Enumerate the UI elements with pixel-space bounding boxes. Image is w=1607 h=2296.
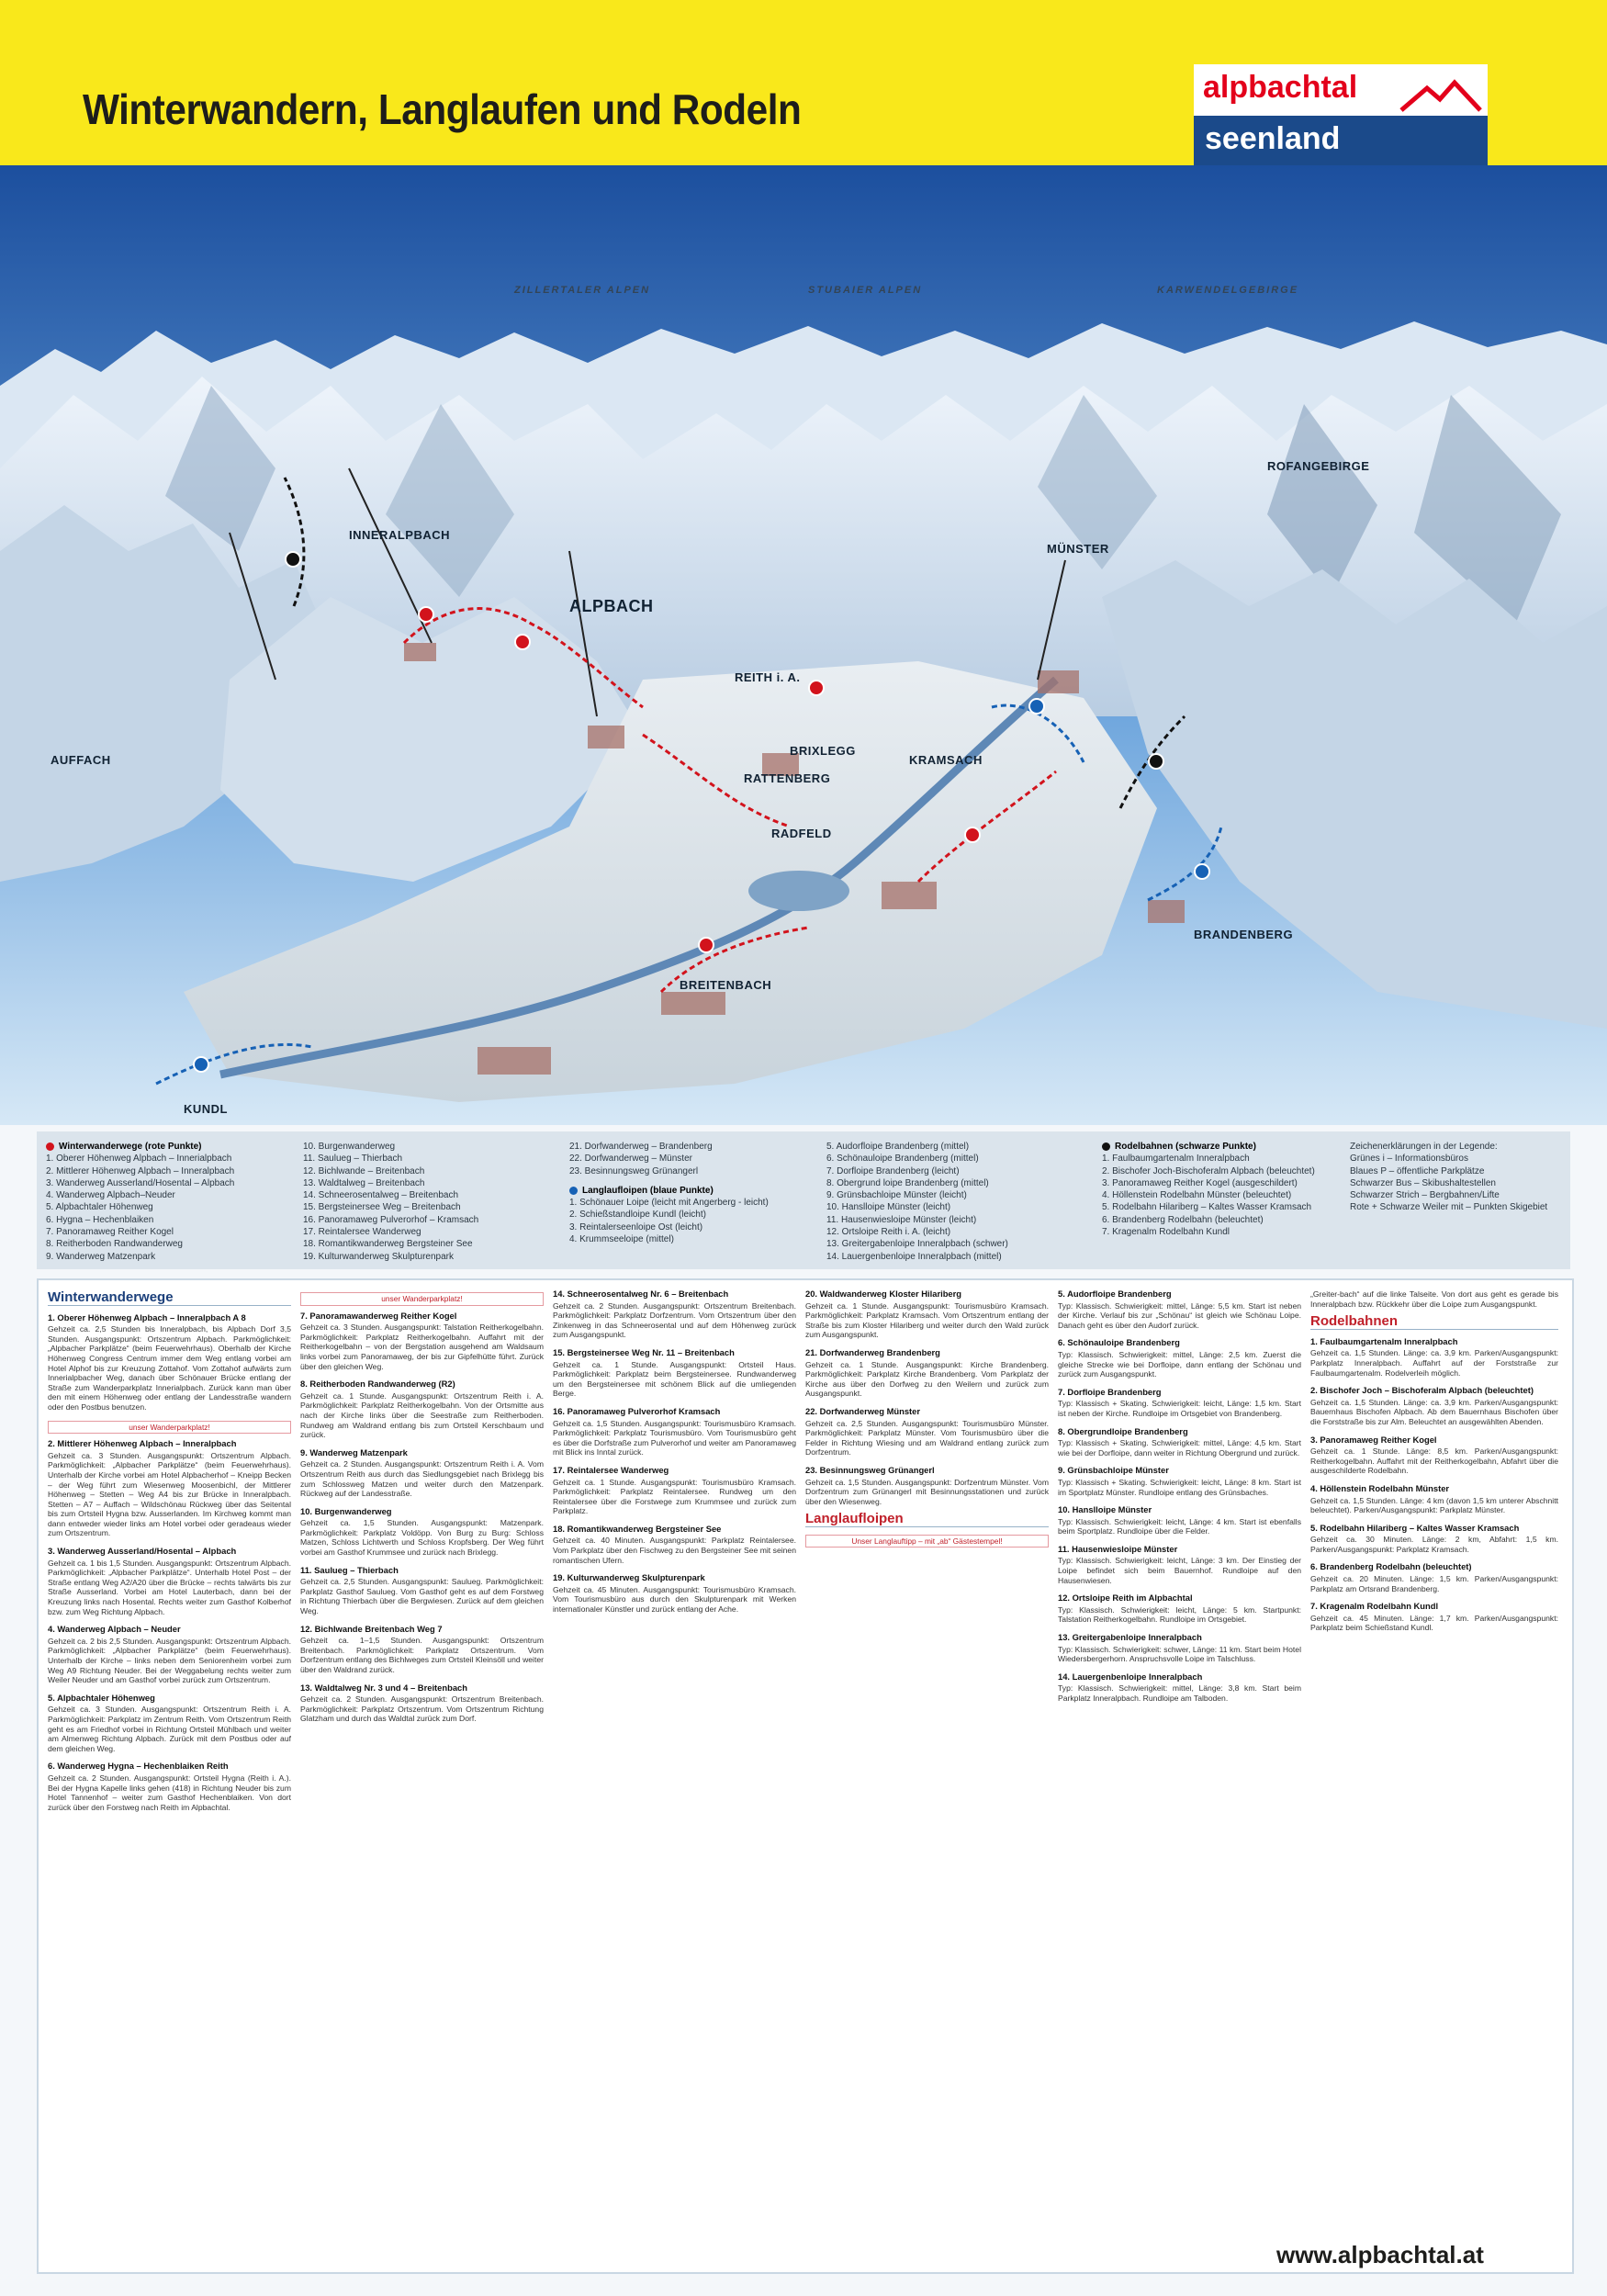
blue-dot-icon xyxy=(569,1187,578,1195)
route-item: 9. Wanderweg Matzenpark Gehzeit ca. 2 Stunden. Ausgangspunkt: Ortszentrum Reith i. A. Vom Ortszentrum Reith aus durch das Siedlungsgebiet nach Brixlegg bis zum Schlossweg Matzen und weiter durch den Matzenpark. Rückweg auf der Landesstraße. xyxy=(300,1446,544,1499)
place-label: BRANDENBERG xyxy=(1194,928,1294,941)
trail-marker-red[interactable] xyxy=(418,606,434,623)
trail-marker-blue[interactable] xyxy=(193,1056,209,1073)
route-item: 10. Hanslloipe Münster Typ: Klassisch. Schwierigkeit: leicht, Länge: 4 km. Start ist ebenfalls beim Sportplatz. Rundloipe über die Felder. xyxy=(1058,1504,1301,1536)
red-dot-icon xyxy=(46,1142,54,1151)
route-item: 18. Romantikwanderweg Bergsteiner See Gehzeit ca. 40 Minuten. Ausgangspunkt: Parkplatz Reintalersee. Vom Parkplatz über den Fischweg zu den Bergsteiner See mit seinen romantischen Ufern. xyxy=(553,1523,796,1565)
legend-column: 5. Audorfloipe Brandenberg (mittel) 6. Schönauloipe Brandenberg (mittel) 7. Dorfloipe Brandenberg (leicht) 8. Obergrund loipe Brandenberg (mittel) 9. Grünsbachloipe Münster (leicht) 10. Hanslloipe Münster (leicht) 11. Hausenwiesloipe Münster (leicht) 12. Ortsloipe Reith i. A. (leicht) 13. Greitergabenloipe Inneralpbach (schwer) 14. Lauergenbenloipe Inneralpbach (mittel) xyxy=(826,1142,1008,1262)
sled-marker-black[interactable] xyxy=(285,551,301,568)
sled-marker-black[interactable] xyxy=(1148,753,1164,770)
trail-marker-red[interactable] xyxy=(698,937,714,953)
route-item: 4. Höllenstein Rodelbahn Münster Gehzeit ca. 1,5 Stunden. Länge: 4 km (davon 1,5 km unterer Abschnitt beleuchtet). Parken/Ausgangspunkt: Parkplatz Münster. xyxy=(1310,1482,1558,1515)
place-label: REITH i. A. xyxy=(735,670,801,684)
header-bar xyxy=(0,0,1607,165)
route-item: 2. Bischofer Joch – Bischoferalm Alpbach (beleuchtet) Gehzeit ca. 1,5 Stunden. Länge: ca. 3,9 km. Parken/Ausgangspunkt: Bauernhaus Bischofen Alpbach. Ab dem Bauernhaus Bischofen über die Forststraße bis zur Alm. Beleuchtet an ausgewählten Abenden. xyxy=(1310,1385,1558,1426)
text-column xyxy=(805,1289,1049,2263)
trail-marker-blue[interactable] xyxy=(1194,863,1210,880)
text-column xyxy=(300,1289,544,2263)
route-item: 1. Faulbaumgartenalm Inneralpbach Gehzeit ca. 1,5 Stunden. Länge: ca. 3,9 km. Parken/Ausgangspunkt: Parkplatz Inneralpbach. Auffahrt auf der Forststraße zur Faulbaumgartenalm. Rodelverleih möglich. xyxy=(1310,1335,1558,1378)
legend-column: Rodelbahnen (schwarze Punkte) 1. Faulbaumgartenalm Inneralpbach 2. Bischofer Joch-Bischoferalm Alpbach (beleuchtet) 3. Panoramaweg Reither Kogel (ausgeschildert) 4. Höllenstein Rodelbahn Münster (beleuchtet) 5. Rodelbahn Hilariberg – Kaltes Wasser Kramsach 6. Brandenberg Rodelbahn (beleuchtet) 7. Kragenalm Rodelbahn Kundl xyxy=(1102,1142,1315,1238)
panorama-illustration xyxy=(0,165,1607,1125)
website-link[interactable]: www.alpbachtal.at xyxy=(1276,2241,1484,2268)
section-heading: Rodelbahnen xyxy=(1310,1317,1558,1330)
route-item: 5. Audorfloipe Brandenberg Typ: Klassisch. Schwierigkeit: mittel, Länge: 5,5 km. Start ist neben der Kirche. Verlauf bis zur „Schönau“ ist gleich wie Schönau Loipe. Danach geht es über den Audorf zurück. xyxy=(1058,1289,1301,1330)
route-item: 15. Bergsteinersee Weg Nr. 11 – Breitenbach Gehzeit ca. 1 Stunde. Ausgangspunkt: Ortsteil Haus. Parkmöglichkeit: Parkplatz beim Bergsteinersee. Rundwanderweg um den Bergsteinersee mit schönem Blick auf die umliegenden Berge. xyxy=(553,1346,796,1399)
legend-column: Zeichenerklärungen in der Legende: Grünes i – Informationsbüros Blaues P – öffentliche Parkplätze Schwarzer Bus – Skibushaltestellen Schwarzer Strich – Bergbahnen/Lifte Rote + Schwarze Weiler mit – Punkten Skigebiet xyxy=(1350,1142,1548,1213)
black-dot-icon xyxy=(1102,1142,1110,1151)
route-item: 5. Alpbachtaler Höhenweg Gehzeit ca. 3 Stunden. Ausgangspunkt: Ortszentrum Reith i. A. Parkmöglichkeit: Parkplatz im Zentrum Reith. Vom Ortszentrum Reith geht es am Friedhof vorbei in Richtung Ortsteil Mühlbach und weiter am Almenweg Richtung Alpbach. Zurück mit dem Postbus oder auf dem gleichen Weg. xyxy=(48,1692,291,1753)
route-item: 9. Grünsbachloipe Münster Typ: Klassisch + Skating. Schwierigkeit: leicht, Länge: 8 km. Start ist im Sportplatz Münster. Rundloipe entlang des Grünsbaches. xyxy=(1058,1465,1301,1497)
route-item: „Greiter-bach“ auf die linke Talseite. Von dort aus geht es gerade bis Inneralpbach bzw. Rückkehr über die Loipe zum Ausgangspunkt. xyxy=(1310,1289,1558,1309)
descriptions-panel xyxy=(37,1278,1574,2274)
route-item: 6. Brandenberg Rodelbahn (beleuchtet) Gehzeit ca. 20 Minuten. Länge: 1,5 km. Parken/Ausgangspunkt: Parkplatz am Ortsrand Brandenberg. xyxy=(1310,1561,1558,1593)
place-label: KRAMSACH xyxy=(909,753,983,767)
trail-marker-red[interactable] xyxy=(514,634,531,650)
route-item: 21. Dorfwanderweg Brandenberg Gehzeit ca. 1 Stunde. Ausgangspunkt: Kirche Brandenberg. Parkmöglichkeit: Parkplatz Kirche Brandenberg. Vom Parkplatz der Kirche aus über den Dorfweg zu den Weilern und zurück zum Ausgangspunkt. xyxy=(805,1346,1049,1399)
route-item: 12. Bichlwande Breitenbach Weg 7 Gehzeit ca. 1–1,5 Stunden. Ausgangspunkt: Ortszentrum Breitenbach. Parkmöglichkeit: Parkplatz Ortszentrum. Vom Dorfzentrum entlang des Bichlweges zum Ortsteil Kleinsöll und weiter über den Waldrand zurück. xyxy=(300,1623,544,1674)
route-item: 6. Wanderweg Hygna – Hechenblaiken Reith Gehzeit ca. 2 Stunden. Ausgangspunkt: Ortsteil Hygna (Reith i. A.). Bei der Hygna Kapelle links gehen (418) in Richtung Neuder bis zum Hotel Tannenhof – weiter zum Gasthof Hechenblaiken. Von dort zurück über den Forstweg nach Reith im Alpbachtal. xyxy=(48,1761,291,1812)
range-label: STUBAIER ALPEN xyxy=(808,285,923,296)
route-item: 12. Ortsloipe Reith im Alpbachtal Typ: Klassisch. Schwierigkeit: leicht, Länge: 5 km. Startpunkt: Talstation Reitherkogelbahn. Rundloipe im Ortsgebiet. xyxy=(1058,1593,1301,1625)
route-item: 20. Waldwanderweg Kloster Hilariberg Gehzeit ca. 1 Stunde. Ausgangspunkt: Tourismusbüro Kramsach. Parkmöglichkeit: Parkplatz Kramsach. Vom Ortszentrum entlang der Straße bis zum Kloster Hilariberg und weiter durch den Wald zurück zum Ausgangspunkt. xyxy=(805,1289,1049,1340)
note-badge: Unser Langlauftipp – mit „ab“ Gästestempel! xyxy=(805,1535,1049,1548)
map-legend xyxy=(37,1131,1570,1269)
route-item: 7. Kragenalm Rodelbahn Kundl Gehzeit ca. 45 Minuten. Länge: 1,7 km. Parken/Ausgangspunkt: Parkplatz beim Schießstand Kundl. xyxy=(1310,1601,1558,1633)
route-item: 19. Kulturwanderweg Skulpturenpark Gehzeit ca. 45 Minuten. Ausgangspunkt: Tourismusbüro Kramsach. Vom Tourismusbüro aus durch den Skulpturenpark mit Werken internationaler Künstler und zurück entlang der Ache. xyxy=(553,1572,796,1615)
route-item: 7. Dorfloipe Brandenberg Typ: Klassisch + Skating. Schwierigkeit: leicht, Länge: 1,5 km. Start ist neben der Kirche. Rundloipe im Ortsgebiet von Brandenberg. xyxy=(1058,1386,1301,1418)
range-label: KARWENDELGEBIRGE xyxy=(1157,285,1299,296)
range-label: ZILLERTALER ALPEN xyxy=(514,285,651,296)
route-item: 1. Oberer Höhenweg Alpbach – Inneralpbach A 8 Gehzeit ca. 2,5 Stunden bis Inneralpbach, bis Alpbach Dorf 3,5 Stunden. Ausgangspunkt: Ortszentrum Alpbach. Parkmöglichkeit: „Alpbacher Parkplätze“ (beim Feuerwehrhaus). Oberhalb der Kirche Höhenweg Congress Centrum immer dem Weg entlang vorbei am Hotel Alphof bis zur Kreuzung Zottahof. Vom Zottahof aufwärts zum Innerialpbacher Weg, danach über Schönauer Brücke entlang der Straße zum Wanderparkplatz Innerialpbach. Zurück kann man über den mit einem Höhenweg oder entlang der Landesstraße wandern oder den Postbus benutzen. xyxy=(48,1311,291,1412)
trail-marker-blue[interactable] xyxy=(1028,698,1045,715)
mountain-logo-icon xyxy=(1399,79,1482,112)
place-label: BRIXLEGG xyxy=(790,744,856,758)
route-item: 14. Lauergenbenloipe Inneralpbach Typ: Klassisch. Schwierigkeit: mittel, Länge: 3,8 km. Start beim Parkplatz Inneralpbach. Rundloipe am Talboden. xyxy=(1058,1671,1301,1703)
text-column xyxy=(553,1289,796,2263)
route-item: 4. Wanderweg Alpbach – Neuder Gehzeit ca. 2 bis 2,5 Stunden. Ausgangspunkt: Ortszentrum Alpbach. Parkmöglichkeit: „Alpbacher Parkplätze“ (beim Feuerwehrhaus). Unterhalb der Kirche – links neben dem Seniorenheim vorbei zum Weg A9 Richtung Neuder. Bei der Weggabelung rechts weiter zum Weiler Neuder und am Gasthof vorbei zurück zum Ortszentrum. xyxy=(48,1624,291,1685)
section-heading: Winterwanderwege xyxy=(48,1293,291,1306)
place-label: RADFELD xyxy=(771,827,832,840)
section-heading: Langlaufloipen xyxy=(805,1514,1049,1527)
place-label: BREITENBACH xyxy=(680,978,772,992)
route-item: 13. Greitergabenloipe Inneralpbach Typ: Klassisch. Schwierigkeit: schwer, Länge: 11 km. Start beim Hotel Wiedersbergerhorn. Anspruchsvolle Loipe im Talschluss. xyxy=(1058,1632,1301,1664)
legend-column: 10. Burgenwanderweg 11. Saulueg – Thierbach 12. Bichlwande – Breitenbach 13. Waldtalweg – Breitenbach 14. Schneerosentalweg – Breitenbach 15. Bergsteinersee Weg – Breitenbach 16. Panoramaweg Pulverorhof – Kramsach 17. Reintalersee Wanderweg 18. Romantikwanderweg Bergsteiner See 19. Kulturwanderweg Skulpturenpark xyxy=(303,1142,479,1262)
note-badge: unser Wanderparkplatz! xyxy=(300,1292,544,1306)
route-item: 3. Wanderweg Ausserland/Hosental – Alpbach Gehzeit ca. 1 bis 1,5 Stunden. Ausgangspunkt: Ortszentrum Alpbach. Parkmöglichkeit: „Alpbacher Parkplätze“. Unterhalb Hotel Post – der Straße entlang Weg A2/A20 über die Brücke – rechts talwärts bis zur Straße Ausserland. Vorbei am Hotel Lauterbach, dann bei der Kreuzung links nach Hosental. Rechts weiter zum Gasthof Kolberhof bzw. zum Weg Richtung Alpbach. xyxy=(48,1546,291,1616)
place-label: INNERALPBACH xyxy=(349,528,450,542)
route-item: 7. Panoramawanderweg Reither Kogel Gehzeit ca. 3 Stunden. Ausgangspunkt: Talstation Reitherkogelbahn. Parkmöglichkeit: Parkplatz Reitherkogelbahn. Auffahrt mit der Reitherkogelbahn – von der Bergstation ausgehend am Waldsaum links vorbei zum Panoramaweg, der bis zur Gipfelhütte führt. Zurück über den gleichen Weg. xyxy=(300,1310,544,1371)
route-item: 13. Waldtalweg Nr. 3 und 4 – Breitenbach Gehzeit ca. 2 Stunden. Ausgangspunkt: Ortszentrum Breitenbach. Parkmöglichkeit: Parkplatz Ortszentrum. Vom Ortszentrum Richtung Glatzham und durch das Waldtal zurück zum Dorf. xyxy=(300,1682,544,1724)
alpbachtal-logo[interactable] xyxy=(1194,64,1488,165)
trail-marker-red[interactable] xyxy=(808,680,825,696)
route-item: 11. Hausenwiesloipe Münster Typ: Klassisch. Schwierigkeit: leicht, Länge: 3 km. Der Einstieg der Loipe befindet sich beim Bauernhof. Rundloipe auf den Hausenwiesen. xyxy=(1058,1543,1301,1585)
route-item: 10. Burgenwanderweg Gehzeit ca. 1,5 Stunden. Ausgangspunkt: Matzenpark. Parkmöglichkeit: Parkplatz Voldöpp. Von Burg zu Burg: Schloss Matzen, Schloss Lichtwerth und Schloss Kropfsberg. Der Weg führt vorbei am Gasthof Krummsee und zurück nach Brixlegg. xyxy=(300,1505,544,1558)
place-label: RATTENBERG xyxy=(744,771,831,785)
place-label: ALPBACH xyxy=(569,597,654,615)
route-item: 11. Saulueg – Thierbach Gehzeit ca. 2,5 Stunden. Ausgangspunkt: Saulueg. Parkmöglichkeit: Parkplatz Gasthof Saulueg. Vom Gasthof geht es auf dem Forstweg in Richtung Thierbach über die Bergwiesen. Zurück auf dem gleichen Weg. xyxy=(300,1564,544,1616)
route-item: 8. Reitherboden Randwanderweg (R2) Gehzeit ca. 1 Stunde. Ausgangspunkt: Ortszentrum Reith i. A. Parkmöglichkeit: Parkplatz Reitherkogelbahn. Von der Ortsmitte aus nach der Kirche links über die Seestraße zum Reitherboden. Rundweg am Waldrand entlang bis zum Ortsteil Kerschbaum und zurück. xyxy=(300,1379,544,1440)
text-column xyxy=(1058,1289,1301,2263)
route-item: 2. Mittlerer Höhenweg Alpbach – Inneralpbach Gehzeit ca. 3 Stunden. Ausgangspunkt: Ortszentrum Alpbach. Parkmöglichkeit: „Alpbacher Parkplätze“ (beim Feuerwehrhaus). Unterhalb der Kirche vorbei am Hotel Alpbacherhof – Kneipp Becken – der Weg führt zum Wiesenweg Moosenbichl, der Mittlerer Höhenweg – Stetten – Weg A4 bis zur Brücke in Inneralpbach. Stetten – A7 – Auffach – Wildschönau Rückweg über das Seitental bis zum Ortsteil Hygna bzw. Ausserlanden. Im Kirchweg kommt man dann entweder wieder links am Hotel vorbei oder geradeaus wieder zum Ortszentrum. xyxy=(48,1438,291,1538)
place-label: AUFFACH xyxy=(51,753,111,767)
route-item: 22. Dorfwanderweg Münster Gehzeit ca. 2,5 Stunden. Ausgangspunkt: Tourismusbüro Münster. Parkmöglichkeit: Parkplatz Münster. Vom Tourismusbüro über die Felder in Richtung Wiesing und am Waldrand entlang zurück zum Dorfzentrum. xyxy=(805,1405,1049,1458)
route-item: 3. Panoramaweg Reither Kogel Gehzeit ca. 1 Stunde. Länge: 8,5 km. Parken/Ausgangspunkt: Reitherkogelbahn. Auffahrt mit der Reitherkogelbahn, Abfahrt über die ausgeschilderte Rodelbahn. xyxy=(1310,1434,1558,1476)
route-item: 5. Rodelbahn Hilariberg – Kaltes Wasser Kramsach Gehzeit ca. 30 Minuten. Länge: 2 km, Abfahrt: 1,5 km. Parken/Ausgangspunkt: Parkplatz Kramsach. xyxy=(1310,1522,1558,1554)
panorama-map[interactable] xyxy=(0,165,1607,1125)
place-label: MÜNSTER xyxy=(1047,542,1109,556)
route-item: 6. Schönauloipe Brandenberg Typ: Klassisch. Schwierigkeit: mittel, Länge: 2,5 km. Zuerst die gleiche Strecke wie bei Dorfloipe, dann entlang der Schönau und zurück zum Ausgangspunkt. xyxy=(1058,1337,1301,1379)
legend-column: Winterwanderwege (rote Punkte) 1. Oberer Höhenweg Alpbach – Innerialpbach 2. Mittlerer Höhenweg Alpbach – Inneralpbach 3. Wanderweg Ausserland/Hosental – Alpbach 4. Wanderweg Alpbach–Neuder 5. Alpbachtaler Höhenweg 6. Hygna – Hechenblaiken 7. Panoramaweg Reither Kogel 8. Reitherboden Randwanderweg 9. Wanderweg Matzenpark xyxy=(46,1142,235,1262)
legend-column: 21. Dorfwanderweg – Brandenberg 22. Dorfwanderweg – Münster 23. Besinnungsweg Grünangerl Langlaufloipen (blaue Punkte) 1. Schönauer Loipe (leicht mit Angerberg - leicht) 2. Schießstandloipe Kundl (leicht) 3. Reintalerseenloipe Ost (leicht) 4. Krummseeloipe (mittel) xyxy=(569,1142,769,1245)
route-item: 8. Obergrundloipe Brandenberg Typ: Klassisch + Skating. Schwierigkeit: mittel, Länge: 4,5 km. Start wie bei der Dorfloipe, dann weiter in Richtung Obergrund und zurück. xyxy=(1058,1425,1301,1458)
place-label: KUNDL xyxy=(184,1102,228,1116)
route-item: 23. Besinnungsweg Grünangerl Gehzeit ca. 1,5 Stunden. Ausgangspunkt: Dorfzentrum Münster. Vom Dorfzentrum zum Grünangerl mit Besinnungsstationen und zurück über den Wiesenweg. xyxy=(805,1464,1049,1506)
text-column xyxy=(48,1289,291,2263)
trail-marker-red[interactable] xyxy=(964,827,981,843)
logo-bottom-text: seenland xyxy=(1205,121,1341,156)
note-badge: unser Wanderparkplatz! xyxy=(48,1421,291,1435)
page-title: Winterwandern, Langlaufen und Rodeln xyxy=(83,85,802,133)
route-item: 16. Panoramaweg Pulverorhof Kramsach Gehzeit ca. 1,5 Stunden. Ausgangspunkt: Tourismusbüro Kramsach. Parkmöglichkeit: Parkplatz Tourismusbüro. Vom Tourismusbüro geht es über die Dorfstraße zum Pulverorhof und weiter am Panoramaweg mit Blick ins Inntal zurück. xyxy=(553,1405,796,1458)
text-column xyxy=(1310,1289,1558,2217)
place-label: ROFANGEBIRGE xyxy=(1267,459,1370,473)
route-item: 14. Schneerosentalweg Nr. 6 – Breitenbach Gehzeit ca. 2 Stunden. Ausgangspunkt: Ortszentrum Breitenbach. Parkmöglichkeit: Parkplatz Dorfzentrum. Vom Ortszentrum über den Zinkenweg in das Schneerosental und auf dem Höhenweg zurück zum Ausgangspunkt. xyxy=(553,1289,796,1340)
route-item: 17. Reintalersee Wanderweg Gehzeit ca. 1 Stunde. Ausgangspunkt: Tourismusbüro Kramsach. Parkmöglichkeit: Parkplatz Reintalersee. Rundweg um den Reintalersee über die Forstwege zum Krummsee und zurück zum Parkplatz. xyxy=(553,1464,796,1516)
logo-top-text: alpbachtal xyxy=(1203,70,1358,105)
